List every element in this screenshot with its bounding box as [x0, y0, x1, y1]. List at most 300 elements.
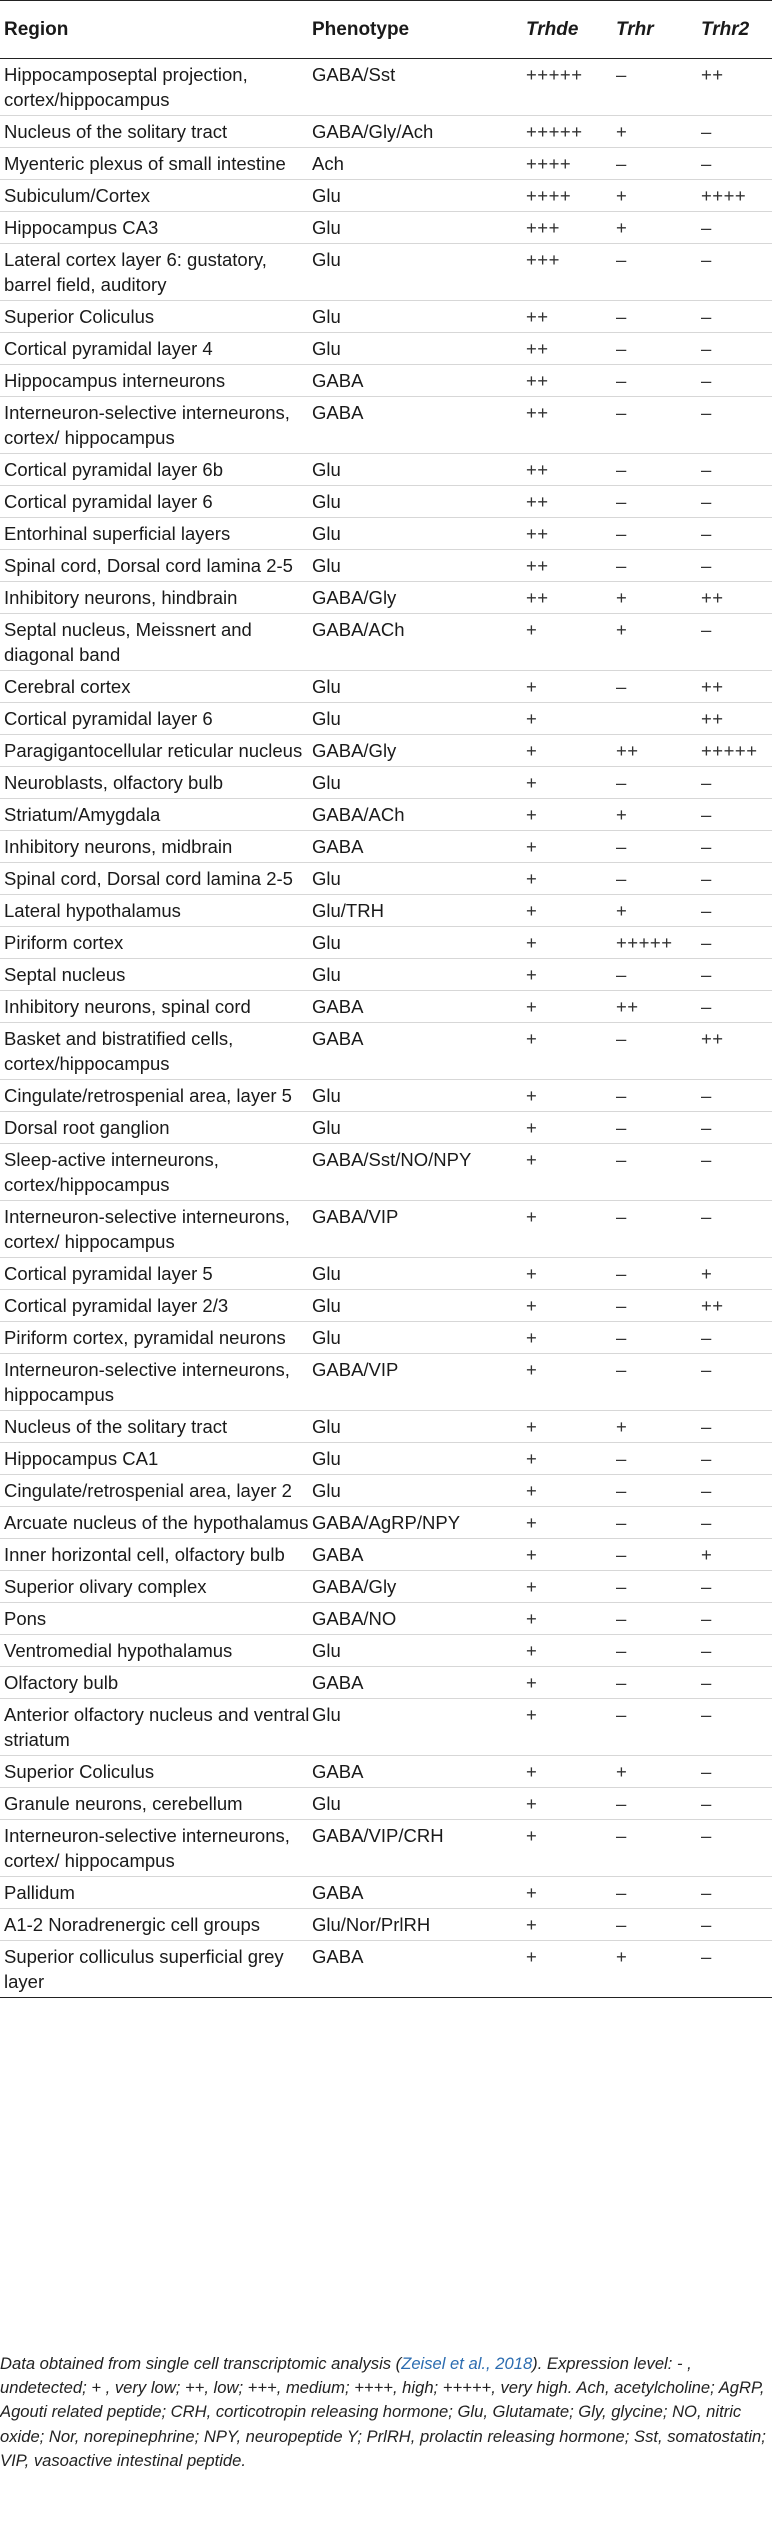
- cell-trhr: –: [616, 454, 701, 486]
- table-row: [0, 1667, 772, 1699]
- cell-phenotype: GABA: [312, 1539, 526, 1571]
- cell-region: Cortical pyramidal layer 4: [0, 333, 312, 365]
- cell-trhde: +: [526, 1756, 616, 1788]
- cell-trhde: ++: [526, 486, 616, 518]
- cell-phenotype: Glu: [312, 244, 526, 301]
- cell-phenotype: Glu: [312, 927, 526, 959]
- cell-trhr2: ++: [701, 582, 772, 614]
- cell-region: Myenteric plexus of small intestine: [0, 148, 312, 180]
- cell-trhde: +: [526, 1820, 616, 1877]
- table-row: [0, 1080, 772, 1112]
- cell-trhr: +: [616, 180, 701, 212]
- cell-trhr: –: [616, 1112, 701, 1144]
- cell-phenotype: Glu: [312, 1443, 526, 1475]
- cell-phenotype: Glu/Nor/PrlRH: [312, 1909, 526, 1941]
- cell-trhr: +: [616, 1941, 701, 1998]
- cell-trhr2: –: [701, 116, 772, 148]
- cell-trhde: ++: [526, 454, 616, 486]
- cell-trhr: –: [616, 148, 701, 180]
- cell-trhr2: ++: [701, 671, 772, 703]
- cell-trhr2: ++: [701, 1290, 772, 1322]
- table-row: [0, 301, 772, 333]
- cell-region: Superior colliculus superficial grey layer: [0, 1941, 312, 1998]
- header-trhr2: Trhr2: [701, 1, 772, 59]
- table-row: [0, 486, 772, 518]
- cell-trhde: +: [526, 1475, 616, 1507]
- cell-trhr2: ++: [701, 1023, 772, 1080]
- table-row: [0, 1354, 772, 1411]
- cell-trhr2: –: [701, 301, 772, 333]
- cell-phenotype: Glu: [312, 180, 526, 212]
- cell-trhr: –: [616, 1603, 701, 1635]
- cell-region: Subiculum/Cortex: [0, 180, 312, 212]
- cell-trhr2: –: [701, 1667, 772, 1699]
- table-row: [0, 1571, 772, 1603]
- cell-trhr2: –: [701, 397, 772, 454]
- cell-region: Interneuron-selective interneurons, hippocampus: [0, 1354, 312, 1411]
- table-row: [0, 1201, 772, 1258]
- cell-phenotype: Glu: [312, 1475, 526, 1507]
- cell-phenotype: GABA/Sst: [312, 59, 526, 116]
- cell-trhr2: ++: [701, 703, 772, 735]
- table-row: [0, 1635, 772, 1667]
- table-row: [0, 1941, 772, 1998]
- cell-trhr2: –: [701, 244, 772, 301]
- cell-region: Olfactory bulb: [0, 1667, 312, 1699]
- cell-phenotype: Glu: [312, 1112, 526, 1144]
- cell-trhr: +: [616, 895, 701, 927]
- cell-trhr2: –: [701, 863, 772, 895]
- cell-trhr2: –: [701, 927, 772, 959]
- cell-trhr2: +: [701, 1258, 772, 1290]
- cell-trhr: –: [616, 1023, 701, 1080]
- cell-trhr: –: [616, 59, 701, 116]
- cell-trhde: +: [526, 1635, 616, 1667]
- cell-trhde: +: [526, 799, 616, 831]
- cell-trhr: –: [616, 1080, 701, 1112]
- cell-region: Cingulate/retrospenial area, layer 5: [0, 1080, 312, 1112]
- cell-phenotype: Ach: [312, 148, 526, 180]
- cell-trhr: –: [616, 550, 701, 582]
- cell-trhr2: +: [701, 1539, 772, 1571]
- cell-trhr: –: [616, 1475, 701, 1507]
- cell-trhr: –: [616, 1354, 701, 1411]
- cell-trhr2: –: [701, 1788, 772, 1820]
- header-phenotype: Phenotype: [312, 1, 526, 59]
- cell-phenotype: Glu: [312, 671, 526, 703]
- cell-trhr: –: [616, 1322, 701, 1354]
- cell-trhr2: –: [701, 1322, 772, 1354]
- cell-trhr: +++++: [616, 927, 701, 959]
- cell-phenotype: Glu: [312, 454, 526, 486]
- cell-phenotype: Glu: [312, 1788, 526, 1820]
- cell-trhr: –: [616, 518, 701, 550]
- cell-trhde: +: [526, 1699, 616, 1756]
- cell-trhde: +: [526, 735, 616, 767]
- cell-phenotype: GABA: [312, 1756, 526, 1788]
- cell-trhr: –: [616, 1201, 701, 1258]
- table-row: [0, 1411, 772, 1443]
- cell-phenotype: Glu: [312, 486, 526, 518]
- table-row: [0, 1144, 772, 1201]
- cell-trhr2: ++++: [701, 180, 772, 212]
- table-row: [0, 735, 772, 767]
- table-row: [0, 1756, 772, 1788]
- cell-region: Nucleus of the solitary tract: [0, 1411, 312, 1443]
- cell-trhr: –: [616, 1667, 701, 1699]
- cell-phenotype: Glu/TRH: [312, 895, 526, 927]
- cell-phenotype: GABA/Gly/Ach: [312, 116, 526, 148]
- cell-trhr: –: [616, 1788, 701, 1820]
- cell-trhde: ++++: [526, 180, 616, 212]
- cell-trhr: –: [616, 1443, 701, 1475]
- cell-region: Cortical pyramidal layer 6: [0, 703, 312, 735]
- cell-trhr: +: [616, 614, 701, 671]
- cell-trhr2: –: [701, 148, 772, 180]
- table-row: [0, 365, 772, 397]
- cell-trhr2: –: [701, 1144, 772, 1201]
- cell-region: Lateral hypothalamus: [0, 895, 312, 927]
- cell-trhr2: –: [701, 1080, 772, 1112]
- footnote-citation-link[interactable]: Zeisel et al., 2018: [401, 2354, 533, 2373]
- table-row: [0, 1788, 772, 1820]
- cell-trhr2: –: [701, 614, 772, 671]
- table-row: [0, 1112, 772, 1144]
- cell-trhde: +: [526, 671, 616, 703]
- cell-region: Cerebral cortex: [0, 671, 312, 703]
- table-row: [0, 895, 772, 927]
- cell-region: Striatum/Amygdala: [0, 799, 312, 831]
- cell-region: Inhibitory neurons, midbrain: [0, 831, 312, 863]
- table-row: [0, 831, 772, 863]
- cell-trhr: –: [616, 365, 701, 397]
- cell-trhde: ++: [526, 333, 616, 365]
- cell-region: Septal nucleus: [0, 959, 312, 991]
- cell-region: Basket and bistratified cells, cortex/hippocampus: [0, 1023, 312, 1080]
- cell-trhde: +: [526, 767, 616, 799]
- cell-trhr2: –: [701, 212, 772, 244]
- cell-trhde: +: [526, 831, 616, 863]
- cell-trhde: +: [526, 1443, 616, 1475]
- cell-trhde: +: [526, 1539, 616, 1571]
- table-row: [0, 212, 772, 244]
- cell-trhr2: –: [701, 1571, 772, 1603]
- cell-region: Entorhinal superficial layers: [0, 518, 312, 550]
- table-row: [0, 550, 772, 582]
- header-trhde: Trhde: [526, 1, 616, 59]
- cell-trhde: +: [526, 1112, 616, 1144]
- table-row: [0, 244, 772, 301]
- cell-trhr: –: [616, 1539, 701, 1571]
- cell-region: Cortical pyramidal layer 2/3: [0, 1290, 312, 1322]
- cell-trhde: +++++: [526, 116, 616, 148]
- table-row: [0, 1909, 772, 1941]
- table-row: [0, 397, 772, 454]
- cell-phenotype: Glu: [312, 1699, 526, 1756]
- cell-phenotype: GABA/AgRP/NPY: [312, 1507, 526, 1539]
- cell-trhr2: –: [701, 1201, 772, 1258]
- header-region: Region: [0, 1, 312, 59]
- cell-trhr2: –: [701, 1909, 772, 1941]
- table-row: [0, 1820, 772, 1877]
- cell-trhr: –: [616, 1635, 701, 1667]
- table-header-row: [0, 1, 772, 59]
- cell-trhde: +: [526, 1667, 616, 1699]
- cell-trhr2: –: [701, 895, 772, 927]
- cell-trhde: +: [526, 1909, 616, 1941]
- cell-region: Sleep-active interneurons, cortex/hippocampus: [0, 1144, 312, 1201]
- cell-trhr2: –: [701, 1603, 772, 1635]
- cell-trhde: +: [526, 614, 616, 671]
- table-row: [0, 1258, 772, 1290]
- cell-phenotype: Glu: [312, 1080, 526, 1112]
- cell-trhde: +: [526, 1201, 616, 1258]
- cell-trhr2: –: [701, 1354, 772, 1411]
- cell-trhr2: –: [701, 1507, 772, 1539]
- table-row: [0, 333, 772, 365]
- cell-phenotype: Glu: [312, 550, 526, 582]
- cell-phenotype: Glu: [312, 959, 526, 991]
- cell-phenotype: GABA: [312, 831, 526, 863]
- cell-region: Cortical pyramidal layer 6: [0, 486, 312, 518]
- cell-trhr: –: [616, 486, 701, 518]
- cell-region: Interneuron-selective interneurons, cortex/ hippocampus: [0, 1201, 312, 1258]
- cell-phenotype: GABA/Gly: [312, 735, 526, 767]
- cell-trhde: +: [526, 1571, 616, 1603]
- cell-trhde: ++: [526, 301, 616, 333]
- cell-region: Paragigantocellular reticular nucleus: [0, 735, 312, 767]
- cell-region: Piriform cortex, pyramidal neurons: [0, 1322, 312, 1354]
- cell-trhr: –: [616, 1820, 701, 1877]
- cell-trhde: +: [526, 959, 616, 991]
- cell-trhr: –: [616, 244, 701, 301]
- table-row: [0, 1023, 772, 1080]
- cell-trhr: –: [616, 671, 701, 703]
- table-row: [0, 1443, 772, 1475]
- cell-trhr2: –: [701, 550, 772, 582]
- table-row: [0, 767, 772, 799]
- cell-region: Hippocampus CA1: [0, 1443, 312, 1475]
- cell-region: Septal nucleus, Meissnert and diagonal band: [0, 614, 312, 671]
- cell-trhde: +++: [526, 244, 616, 301]
- cell-trhde: +: [526, 1290, 616, 1322]
- cell-trhde: +++++: [526, 59, 616, 116]
- cell-region: Anterior olfactory nucleus and ventral striatum: [0, 1699, 312, 1756]
- cell-phenotype: Glu: [312, 1322, 526, 1354]
- cell-phenotype: Glu: [312, 212, 526, 244]
- cell-region: Superior olivary complex: [0, 1571, 312, 1603]
- cell-trhde: +: [526, 1258, 616, 1290]
- cell-trhde: +: [526, 927, 616, 959]
- cell-trhr2: ++: [701, 59, 772, 116]
- table-row: [0, 1699, 772, 1756]
- cell-region: A1-2 Noradrenergic cell groups: [0, 1909, 312, 1941]
- cell-trhde: ++: [526, 550, 616, 582]
- cell-trhde: ++: [526, 397, 616, 454]
- cell-region: Inhibitory neurons, spinal cord: [0, 991, 312, 1023]
- cell-region: Lateral cortex layer 6: gustatory, barrel field, auditory: [0, 244, 312, 301]
- cell-trhr2: –: [701, 333, 772, 365]
- cell-trhr2: –: [701, 1443, 772, 1475]
- cell-region: Neuroblasts, olfactory bulb: [0, 767, 312, 799]
- cell-phenotype: GABA: [312, 1667, 526, 1699]
- cell-trhr2: –: [701, 1699, 772, 1756]
- cell-region: Hippocampus interneurons: [0, 365, 312, 397]
- table-row: [0, 1877, 772, 1909]
- cell-region: Hippocampus CA3: [0, 212, 312, 244]
- cell-trhr: –: [616, 1258, 701, 1290]
- table-row: [0, 1507, 772, 1539]
- cell-region: Piriform cortex: [0, 927, 312, 959]
- cell-phenotype: GABA/ACh: [312, 799, 526, 831]
- table-row: [0, 116, 772, 148]
- cell-trhde: ++: [526, 365, 616, 397]
- cell-trhr2: –: [701, 1820, 772, 1877]
- cell-trhr: +: [616, 1756, 701, 1788]
- cell-trhr: –: [616, 1507, 701, 1539]
- cell-trhr2: –: [701, 1635, 772, 1667]
- cell-trhr2: –: [701, 1112, 772, 1144]
- cell-phenotype: GABA/VIP: [312, 1354, 526, 1411]
- cell-phenotype: Glu: [312, 767, 526, 799]
- table-row: [0, 614, 772, 671]
- cell-trhr2: –: [701, 959, 772, 991]
- table-row: [0, 1603, 772, 1635]
- table-row: [0, 1539, 772, 1571]
- table-row: [0, 671, 772, 703]
- cell-phenotype: GABA: [312, 1941, 526, 1998]
- cell-trhr: ++: [616, 991, 701, 1023]
- cell-trhr: +: [616, 1411, 701, 1443]
- cell-trhr2: –: [701, 1877, 772, 1909]
- cell-region: Nucleus of the solitary tract: [0, 116, 312, 148]
- footnote-lead: Data obtained from single cell transcriptomic analysis (: [0, 2354, 402, 2373]
- cell-trhr2: –: [701, 1756, 772, 1788]
- cell-region: Granule neurons, cerebellum: [0, 1788, 312, 1820]
- cell-trhde: +: [526, 1322, 616, 1354]
- cell-trhr: –: [616, 1877, 701, 1909]
- cell-trhde: +: [526, 1877, 616, 1909]
- table-row: [0, 454, 772, 486]
- cell-trhr2: –: [701, 831, 772, 863]
- cell-trhr: +: [616, 116, 701, 148]
- cell-region: Pallidum: [0, 1877, 312, 1909]
- footnote-rest: ). Expression level: - , undetected; + , very low; ++, low; +++, medium; ++++, high; +++++, very high. Ach, acetylcholine; AgRP, Agouti related peptide; CRH, corticotropin releasing hormone; Glu, Glutamate; Gly, glycine; NO, nitric oxide; Nor, norepinephrine; NPY, neuropeptide Y; PrlRH, prolactin releasing hormone; Sst, somatostatin; VIP, vasoactive intestinal peptide.: [0, 2354, 766, 2470]
- cell-phenotype: GABA/ACh: [312, 614, 526, 671]
- cell-trhde: +: [526, 895, 616, 927]
- cell-trhde: +: [526, 1603, 616, 1635]
- cell-region: Spinal cord, Dorsal cord lamina 2-5: [0, 550, 312, 582]
- table-row: [0, 1475, 772, 1507]
- cell-trhr2: –: [701, 486, 772, 518]
- cell-phenotype: GABA: [312, 1023, 526, 1080]
- table-row: [0, 863, 772, 895]
- cell-trhde: +: [526, 1507, 616, 1539]
- cell-phenotype: Glu: [312, 518, 526, 550]
- cell-trhr: –: [616, 1144, 701, 1201]
- cell-trhr: –: [616, 1909, 701, 1941]
- cell-trhde: +: [526, 1941, 616, 1998]
- cell-region: Superior Coliculus: [0, 301, 312, 333]
- cell-trhr: –: [616, 1290, 701, 1322]
- cell-region: Interneuron-selective interneurons, cortex/ hippocampus: [0, 397, 312, 454]
- cell-region: Spinal cord, Dorsal cord lamina 2-5: [0, 863, 312, 895]
- cell-phenotype: Glu: [312, 1411, 526, 1443]
- table-row: [0, 582, 772, 614]
- cell-trhde: +: [526, 991, 616, 1023]
- cell-phenotype: GABA/VIP/CRH: [312, 1820, 526, 1877]
- cell-phenotype: GABA/Sst/NO/NPY: [312, 1144, 526, 1201]
- cell-trhde: ++: [526, 582, 616, 614]
- cell-trhr: –: [616, 1571, 701, 1603]
- cell-trhr: –: [616, 863, 701, 895]
- cell-region: Inhibitory neurons, hindbrain: [0, 582, 312, 614]
- cell-phenotype: GABA/Gly: [312, 582, 526, 614]
- cell-trhde: +: [526, 1144, 616, 1201]
- table-row: [0, 180, 772, 212]
- cell-phenotype: Glu: [312, 1635, 526, 1667]
- cell-trhr2: –: [701, 1941, 772, 1998]
- cell-trhde: +: [526, 1023, 616, 1080]
- cell-phenotype: Glu: [312, 301, 526, 333]
- cell-trhr2: +++++: [701, 735, 772, 767]
- table-body: [0, 59, 772, 1998]
- cell-trhr2: –: [701, 799, 772, 831]
- table-row: [0, 1290, 772, 1322]
- cell-region: Arcuate nucleus of the hypothalamus: [0, 1507, 312, 1539]
- cell-trhde: ++++: [526, 148, 616, 180]
- cell-phenotype: GABA: [312, 365, 526, 397]
- table-row: [0, 59, 772, 116]
- cell-trhde: +++: [526, 212, 616, 244]
- cell-trhr: –: [616, 959, 701, 991]
- cell-trhr2: –: [701, 365, 772, 397]
- cell-phenotype: GABA/NO: [312, 1603, 526, 1635]
- cell-trhde: +: [526, 1354, 616, 1411]
- cell-phenotype: Glu: [312, 1258, 526, 1290]
- cell-region: Superior Coliculus: [0, 1756, 312, 1788]
- table-row: [0, 799, 772, 831]
- table-row: [0, 518, 772, 550]
- cell-trhr2: –: [701, 518, 772, 550]
- cell-phenotype: Glu: [312, 703, 526, 735]
- cell-region: Interneuron-selective interneurons, cortex/ hippocampus: [0, 1820, 312, 1877]
- cell-trhde: +: [526, 1411, 616, 1443]
- cell-trhr: –: [616, 397, 701, 454]
- cell-region: Cingulate/retrospenial area, layer 2: [0, 1475, 312, 1507]
- cell-trhr2: –: [701, 767, 772, 799]
- cell-phenotype: GABA: [312, 397, 526, 454]
- table-row: [0, 991, 772, 1023]
- cell-trhr: –: [616, 333, 701, 365]
- table-row: [0, 927, 772, 959]
- cell-trhr: –: [616, 767, 701, 799]
- header-trhr: Trhr: [616, 1, 701, 59]
- cell-trhr2: –: [701, 1411, 772, 1443]
- cell-region: Hippocamposeptal projection, cortex/hippocampus: [0, 59, 312, 116]
- cell-phenotype: Glu: [312, 863, 526, 895]
- cell-phenotype: GABA: [312, 991, 526, 1023]
- cell-trhr2: –: [701, 1475, 772, 1507]
- cell-region: Inner horizontal cell, olfactory bulb: [0, 1539, 312, 1571]
- cell-trhr: +: [616, 212, 701, 244]
- table-row: [0, 148, 772, 180]
- cell-trhde: +: [526, 1080, 616, 1112]
- cell-region: Cortical pyramidal layer 6b: [0, 454, 312, 486]
- cell-trhr: +: [616, 799, 701, 831]
- cell-trhr: ++: [616, 735, 701, 767]
- cell-phenotype: GABA/Gly: [312, 1571, 526, 1603]
